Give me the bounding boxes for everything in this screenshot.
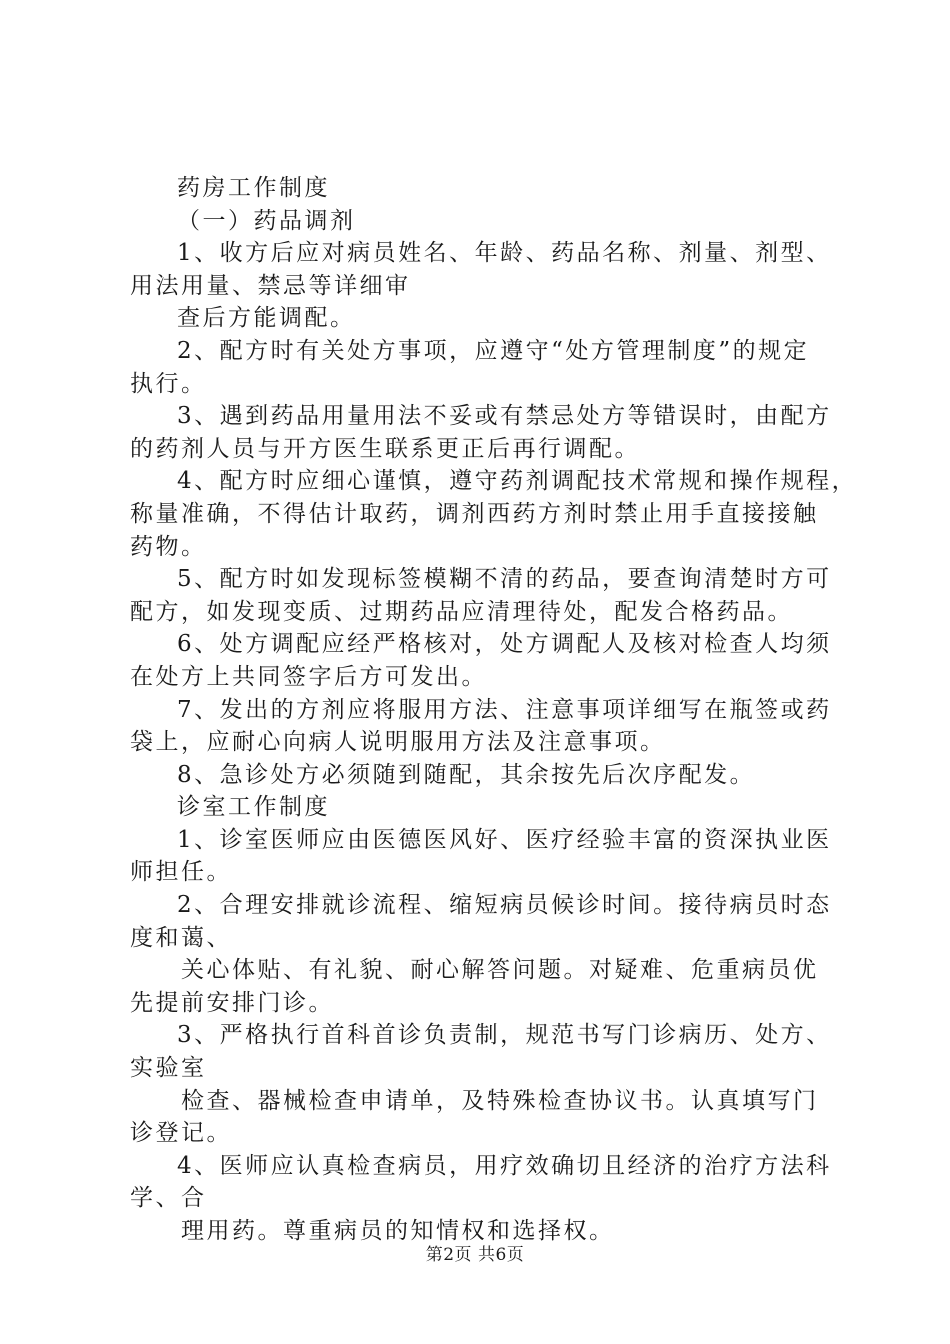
section-title-clinic: 诊室工作制度 — [177, 794, 330, 821]
paragraph-line: 2、配方时有关处方事项，应遵守“处方管理制度”的规定 — [177, 337, 810, 364]
page-number-footer: 第2页 共6页 — [425, 1245, 525, 1265]
paragraph-line: 4、配方时应细心谨慎，遵守药剂调配技术常规和操作规程， — [177, 468, 858, 495]
paragraph-line: 先提前安排门诊。 — [130, 989, 334, 1016]
paragraph-line: 7、发出的方剂应将服用方法、注意事项详细写在瓶签或药 — [177, 696, 832, 723]
paragraph-line: 1、诊室医师应由医德医风好、医疗经验丰富的资深执业医 — [177, 826, 832, 853]
paragraph-line: 执行。 — [130, 370, 207, 397]
paragraph-line: 称量准确，不得估计取药，调剂西药方剂时禁止用手直接接触 — [130, 500, 819, 527]
paragraph-line: 3、遇到药品用量用法不妥或有禁忌处方等错误时，由配方 — [177, 403, 832, 430]
paragraph-line: 4、医师应认真检查病员，用疗效确切且经济的治疗方法科 — [177, 1152, 832, 1179]
paragraph-line: 查后方能调配。 — [177, 305, 356, 332]
paragraph-line: 药物。 — [130, 533, 207, 560]
paragraph-line: 袋上，应耐心向病人说明服用方法及注意事项。 — [130, 729, 666, 756]
document-body — [130, 172, 858, 1248]
paragraph-line: 8、急诊处方必须随到随配，其余按先后次序配发。 — [177, 761, 756, 788]
paragraph-line: 1、收方后应对病员姓名、年龄、药品名称、剂量、剂型、 — [177, 240, 832, 267]
paragraph-line: 5、配方时如发现标签模糊不清的药品，要查询清楚时方可 — [177, 566, 832, 593]
paragraph-line: 实验室 — [130, 1055, 207, 1082]
paragraph-line: 2、合理安排就诊流程、缩短病员候诊时间。接待病员时态 — [177, 892, 832, 919]
paragraph-line: 学、合 — [130, 1185, 207, 1212]
paragraph-line: 6、处方调配应经严格核对，处方调配人及核对检查人均须 — [177, 631, 832, 658]
paragraph-line: 度和蔼、 — [130, 924, 232, 951]
paragraph-line: 的药剂人员与开方医生联系更正后再行调配。 — [130, 435, 640, 462]
paragraph-line: 3、严格执行首科首诊负责制，规范书写门诊病历、处方、 — [177, 1022, 832, 1049]
section-title-pharmacy: 药房工作制度 — [177, 175, 330, 201]
paragraph-line: 关心体贴、有礼貌、耐心解答问题。对疑难、危重病员优 — [181, 957, 819, 984]
subsection-title: （一）药品调剂 — [177, 207, 356, 234]
paragraph-line: 用法用量、禁忌等详细审 — [130, 272, 411, 299]
paragraph-line: 检查、器械检查申请单，及特殊检查协议书。认真填写门 — [181, 1087, 819, 1114]
paragraph-line: 诊登记。 — [130, 1120, 232, 1147]
paragraph-line: 配方，如发现变质、过期药品应清理待处，配发合格药品。 — [130, 598, 793, 625]
paragraph-line: 理用药。尊重病员的知情权和选择权。 — [181, 1218, 615, 1244]
paragraph-line: 师担任。 — [130, 859, 232, 886]
paragraph-line: 在处方上共同签字后方可发出。 — [130, 663, 487, 690]
